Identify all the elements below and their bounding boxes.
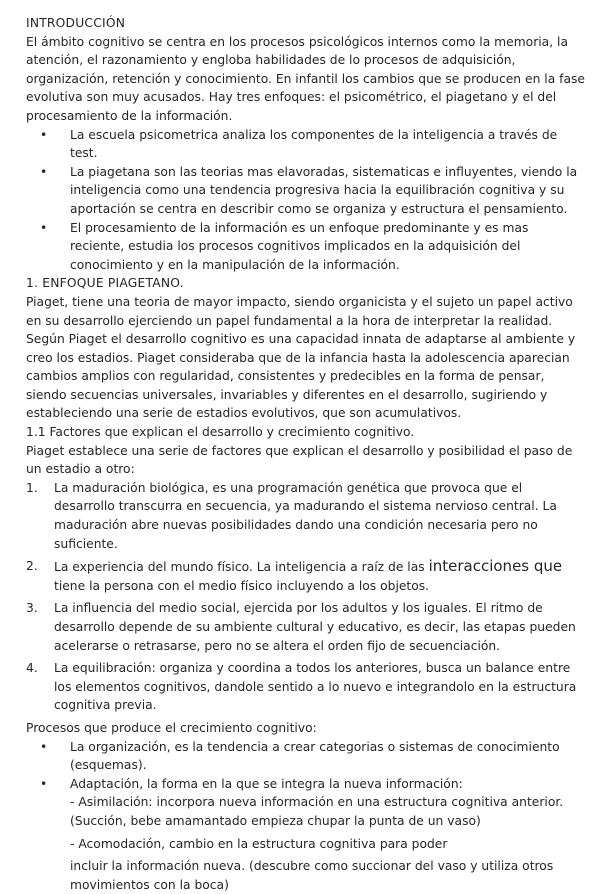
factor-text: tiene la persona con el medio físico incluyendo a los objetos. bbox=[54, 578, 430, 593]
asimilacion-example: (Succión, bebe amamantado empieza chupar la punta de un vaso) bbox=[70, 813, 481, 828]
list-number: 4. bbox=[26, 661, 38, 676]
list-item: • La escuela psicometrica analiza los componentes de la inteligencia a través de test. bbox=[26, 126, 586, 163]
asimilacion-text: - Asimilación: incorpora nueva información en una estructura cognitiva anterior. bbox=[70, 795, 564, 810]
acomodacion-example: incluir la información nueva. (descubre como succionar del vaso y utiliza otros movimientos con la boca) bbox=[70, 859, 554, 892]
list-item: • La organización, es la tendencia a crear categorias o sistemas de conocimiento (esquemas). bbox=[26, 738, 586, 775]
factors-intro: Piaget establece una serie de factores que explican el desarrollo y posibilidad el paso de un estadio a otro: bbox=[26, 443, 573, 477]
list-number: 3. bbox=[26, 601, 38, 616]
list-item bbox=[26, 659, 586, 715]
processes-heading: Procesos que produce el crecimiento cognitivo: bbox=[26, 720, 317, 735]
intro-heading: INTRODUCCIÓN bbox=[26, 16, 126, 30]
list-item: • La piagetana son las teorias mas elavoradas, sistematicas e influyentes, viendo la inteligencia como una tendencia progresiva hacia la equilibración cognitiva y su aportación se centra en describir como se organiza y estructura el pensamiento. bbox=[26, 163, 586, 219]
list-item bbox=[26, 599, 586, 655]
factor-text: La experiencia del mundo físico. La inteligencia a raíz de las bbox=[54, 560, 429, 575]
factor-text-emphasis: interacciones que bbox=[428, 557, 563, 576]
list-item: • El procesamiento de la información es un enfoque predominante y es mas reciente, estudia los procesos cognitivos implicados en la adquisición del conocimiento y en la manipulación de la información. bbox=[26, 219, 586, 275]
adaptacion-text: • Adaptación, la forma en la que se integra la nueva información: bbox=[70, 776, 463, 791]
factor-text: La influencia del medio social, ejercida por los adultos y los iguales. El ritmo de desarrollo depende de su ambiente cultural y educativo, es decir, las etapas pueden acelerarse o retrasarse, pero no se altera el orden fijo de secuenciación. bbox=[54, 601, 576, 653]
intro-paragraph: El ámbito cognitivo se centra en los procesos psicológicos internos como la memoria, la atención, el razonamiento y engloba habilidades de lo procesos de adquisición, organización, retención y conocimiento. En infantil los cambios que se producen en la fase evolutiva son muy acusados. Hay tres enfoques: el psicométrico, el piagetano y el del procesamiento de la información. bbox=[26, 34, 585, 123]
list-item bbox=[26, 479, 586, 553]
piaget-paragraph-1: Piaget, tiene una teoria de mayor impacto, siendo organicista y el sujeto un papel activo en su desarrollo ejerciendo un papel fundamental a la hora de interpretar la realidad. bbox=[26, 294, 573, 328]
subsection-heading: 1.1 Factores que explican el desarrollo y crecimiento cognitivo. bbox=[26, 425, 415, 440]
factor-text: La equilibración: organiza y coordina a todos los anteriores, busca un balance entre los elementos cognitivos, dandole sentido a lo nuevo e integrandolo en la estructura cognitiva previa. bbox=[54, 661, 577, 713]
list-number: 2. bbox=[26, 559, 38, 574]
intro-bullet-list bbox=[26, 126, 586, 275]
list-item bbox=[26, 775, 586, 894]
factor-text: La maduración biológica, es una programación genética que provoca que el desarrollo transcurra en secuencia, ya madurando el sistema nervioso central. La maduración abre nuevas posibilidades dando una condición necesaria pero no suficiente. bbox=[54, 480, 557, 551]
list-item bbox=[26, 557, 586, 595]
piaget-paragraph-2: Según Piaget el desarrollo cognitivo es una capacidad innata de adaptarse al ambiente y creo los estadios. Piaget consideraba que de la infancia hasta la adolescencia aparecian cambios amplios con regularidad, consistentes y predecibles en la forma de pensar, siendo secuencias universales, invariables y diferentes en el desarrollo, sugiriendo y estableciendo una serie de estadios evolutivos, que son acumulativos. bbox=[26, 332, 576, 421]
acomodacion-text: - Acomodación, cambio en la estructura cognitiva para poder bbox=[70, 836, 448, 851]
list-number: 1. bbox=[26, 480, 38, 495]
factors-list bbox=[26, 479, 586, 715]
processes-list bbox=[26, 738, 586, 894]
section-heading: 1. ENFOQUE PIAGETANO. bbox=[26, 276, 184, 291]
